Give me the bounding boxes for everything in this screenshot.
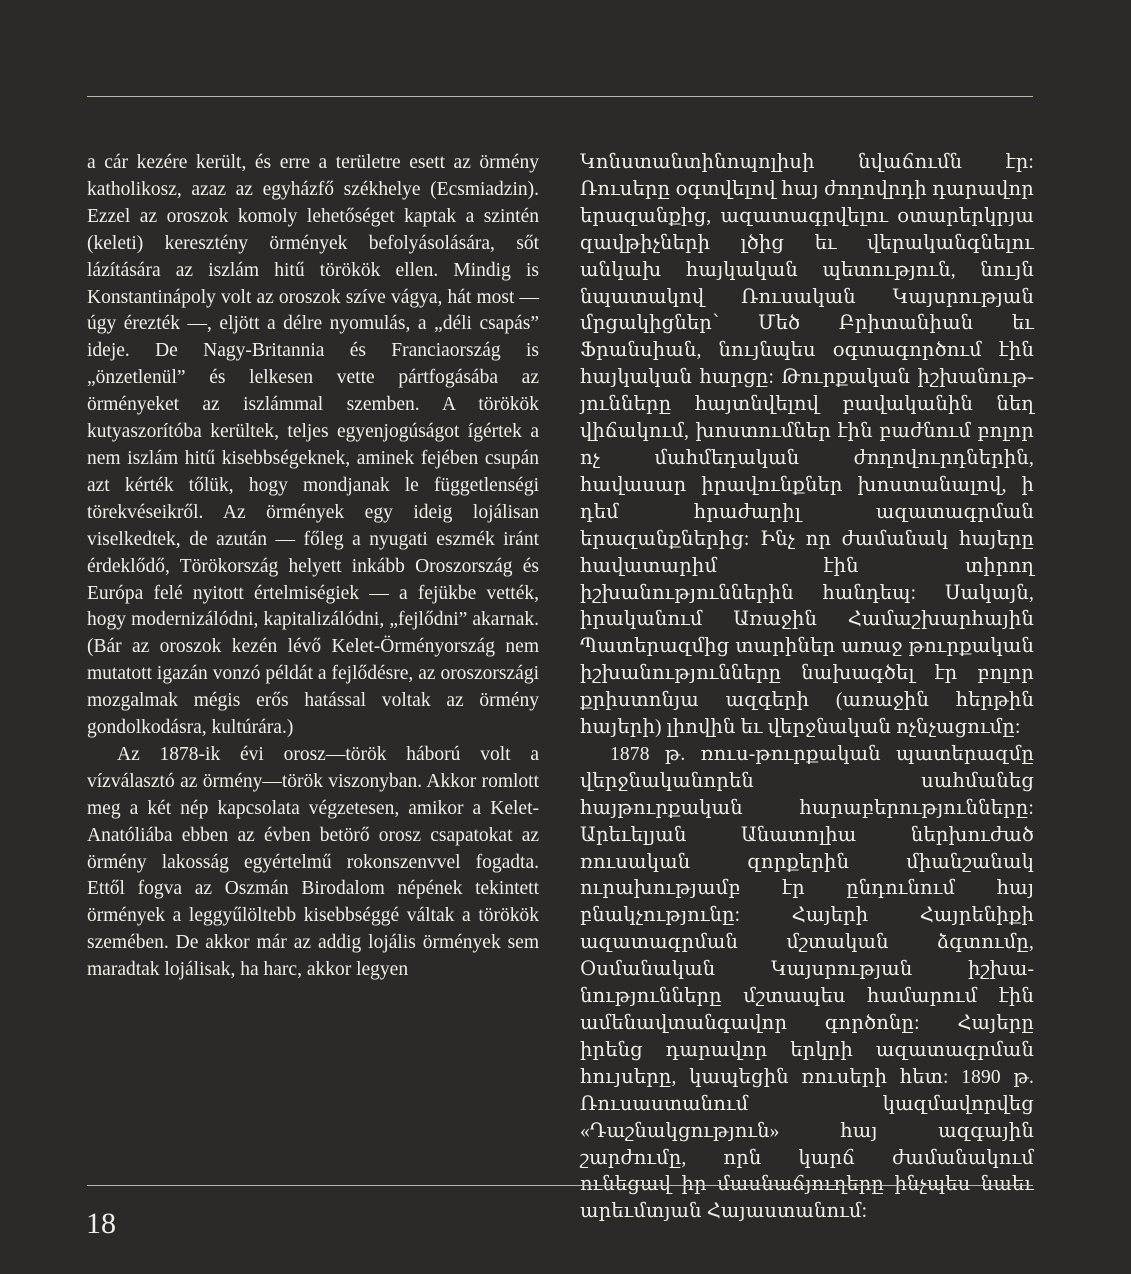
bottom-rule (87, 1185, 1033, 1186)
paragraph-hy-2: 1878 թ. ռուս-թուրքական պատերազմը վերջնականորեն սահմանեց հայթուրքական հարաբերությունները: Արեւելյան Անատոլիա ներխուժած ռուսական զորքերին միանշանակ ուրախությամբ էր ընդունում հայ բնակչությունը: Հայերի Հայրենիքի ազատագրման մշտական ձգտումը, Օսմանական Կայսրության իշխանությունները մշտապես համարում էին ամենավտանգավոր գործոնը: Հայերը իրենց դարավոր երկրի ազատագրման հույսերը, կապեցին ռուսերի հետ: 1890 թ. Ռուսաստանում կազմավորվեց «Դաշնակցություն» հայ ազգային շարժումը, որն կարճ ժամանակում ունեցավ իր մասնաճյուղերը ինչպես նաեւ արեւմտյան Հայաստանում: (580, 743, 1034, 1223)
paragraph-hy-1: Կոնստանտինոպոլիսի նվաճումն էր: Ռուսերը օգտվելով հայ ժողովրդի դարավոր երազանքից, ազատագրվելու օտարերկրյա զավթիչների լծից եւ վերականգնելու անկախ հայկական պետություն, նույն նպատակով Ռուսական Կայսրության մրցակիցներ՝ Մեծ Բրիտանիան եւ Ֆրանսիան, նույնպես օգտագործում էին հայկական հարցը: Թուրքական իշխանությունները հայտնվելով բավականին նեղ վիճակում, խոստումներ էին բաժնում բոլոր ոչ մահմեդական ժողովուրդներին, հավասար իրավունքներ խոստանալով, ի դեմ հրաժարիլ ազատագրման երազանքներից: Ինչ որ ժամանակ հայերը հավատարիմ էին տիրող իշխանություններին հանդեպ: Սակայն, իրականում Առաջին Համաշխարհային Պատերազմից տարիներ առաջ թուրքական իշխանությունները նախագծել էր բոլոր քրիստոնյա ազգերի (առաջին հերթին հայերի) լիովին եւ վերջնական ոչնչացումը: (580, 152, 1034, 739)
armenian-text-column (580, 150, 1034, 1226)
page-number: 18 (86, 1207, 116, 1240)
hungarian-text-column (87, 150, 539, 984)
paragraph-hu-1: a cár kezére került, és erre a területre esett az örmény katholikosz, azaz az egyházfő székhelye (Ecsmiadzin). Ezzel az oroszok komoly lehetőséget kaptak a szintén (keleti) keresztény örmények befolyásolására, sőt lázítására az iszlám hitű törökök ellen. Mindig is Konstantinápoly volt az oroszok szíve vágya, hát most — úgy érezték —, eljött a délre nyomulás, a „déli csapás” ideje. De Nagy-Britannia és Franciaország is „önzetlenül” és lelkesen vette pártfogásába az örményeket az iszlámmal szemben. A törökök kutyaszorítóba kerültek, teljes egyenjogúságot ígértek a nem iszlám hitű kisebbségeknek, aminek fejében csupán azt kérték tőlük, hogy mondjanak le függetlenségi törekvéseikről. Az örmények egy ideig lojálisan viselkedtek, de azután — főleg a nyugati eszmék iránt érdeklődő, Törökország helyett inkább Oroszország és Európa felé nyitott értelmiségiek — a fejükbe vették, hogy modernizálódni, kapitalizálódni, „fejlődni” akarnak. (Bár az oroszok kezén lévő Kelet-Örményország nem mutatott igazán vonzó példát a fejlődésre, az oroszországi mozgalmak mégis erős hatással voltak az örmény gondolkodásra, kultúrára.) (87, 152, 539, 739)
top-rule (87, 96, 1033, 97)
paragraph-hu-2: Az 1878-ik évi orosz—török háború volt a vízválasztó az örmény—török viszonyban. Akkor romlott meg a két nép kapcsolata végzetesen, amikor a Kelet-Anatóliába ebben az évben betörő orosz csapatokat az örmény lakosság egyértelmű rokonszenvvel fogadta. Ettől fogva az Oszmán Birodalom népének tekintett örmények a leggyűlöltebb kisebbséggé váltak a törökök szemében. De akkor már az addig lojális örmények sem maradtak lojálisak, ha harc, akkor legyen (87, 743, 539, 981)
